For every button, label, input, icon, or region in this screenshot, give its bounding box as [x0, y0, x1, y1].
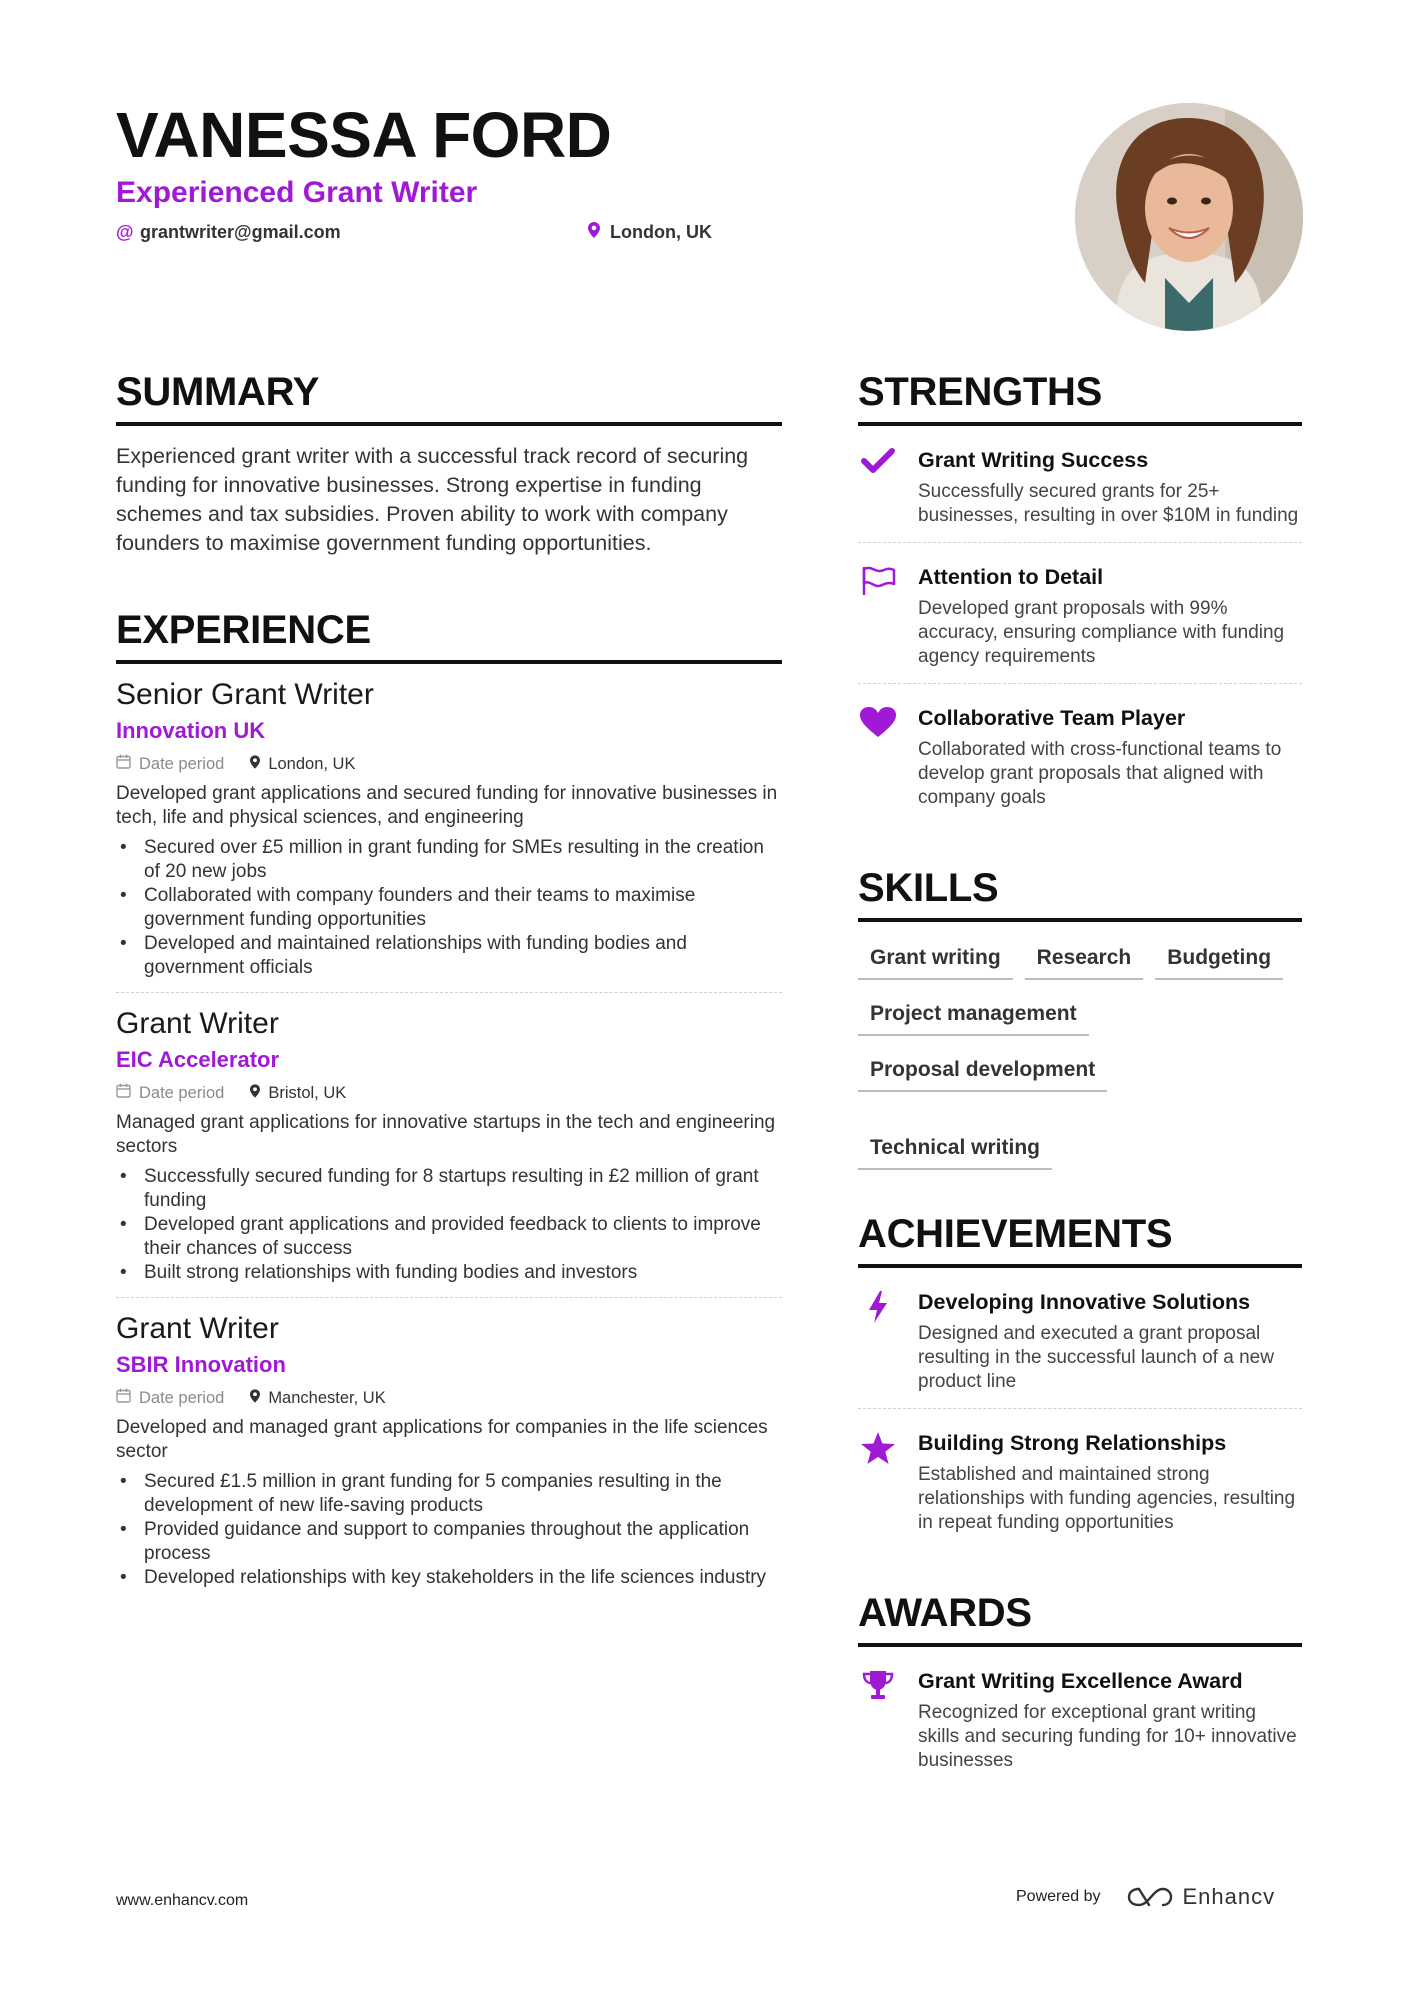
left-column — [116, 368, 782, 1590]
strength-title: Collaborative Team Player — [918, 706, 1186, 730]
awards-heading: AWARDS — [858, 1589, 1302, 1647]
at-icon: @ — [116, 222, 134, 242]
job-location: Manchester, UK — [250, 1389, 385, 1408]
summary-text: Experienced grant writer with a successful track record of securing funding for innovative businesses. Strong expertise in funding schemes and tax subsidies. Proven ability to work with company founders to maximise government funding opportunities. — [116, 444, 749, 555]
lightning-icon — [858, 1288, 898, 1394]
profile-photo — [1075, 103, 1303, 331]
job-company: EIC Accelerator — [116, 1047, 280, 1072]
achievements-section — [858, 1210, 1302, 1549]
summary-heading: SUMMARY — [116, 368, 782, 426]
award-item — [858, 1647, 1302, 1787]
location-text: London, UK — [610, 222, 712, 242]
skill-tag: Budgeting — [1155, 946, 1283, 980]
enhancv-logo-icon — [1127, 1885, 1173, 1909]
award-title: Grant Writing Excellence Award — [918, 1669, 1243, 1693]
flag-icon — [858, 563, 898, 669]
job-bullets — [116, 1165, 782, 1285]
bullet-item: • Developed grant applications and provided feedback to clients to improve their chances of success — [116, 1213, 782, 1261]
job-date: Date period — [116, 1083, 224, 1103]
skills-heading: SKILLS — [858, 864, 1302, 922]
job-role: Grant Writer — [116, 1007, 279, 1040]
experience-section — [116, 606, 782, 1590]
skills-section — [858, 864, 1302, 1170]
contact-location — [586, 222, 712, 243]
bullet-item: • Provided guidance and support to companies throughout the application process — [116, 1518, 782, 1566]
contact-row — [116, 222, 1016, 243]
job-meta — [116, 754, 782, 774]
footer-website[interactable]: www.enhancv.com — [116, 1892, 249, 1909]
achievement-item — [858, 1268, 1302, 1408]
skills-list — [858, 946, 1302, 1170]
right-column — [858, 368, 1302, 1827]
job-description: Developed grant applications and secured funding for innovative businesses in tech, life and physical sciences, and engineering — [116, 783, 778, 828]
achievement-desc: Established and maintained strong relationships with funding agencies, resulting in repeat funding opportunities — [918, 1464, 1296, 1533]
bullet-item: • Developed and maintained relationships with funding bodies and government officials — [116, 932, 782, 980]
job-role: Senior Grant Writer — [116, 678, 374, 711]
achievement-title: Developing Innovative Solutions — [918, 1290, 1251, 1314]
achievement-title: Building Strong Relationships — [918, 1431, 1227, 1455]
awards-section — [858, 1589, 1302, 1787]
strengths-heading: STRENGTHS — [858, 368, 1302, 426]
star-icon — [858, 1429, 898, 1535]
candidate-title: Experienced Grant Writer — [116, 176, 478, 209]
location-pin-icon — [250, 1389, 260, 1408]
job-entry — [116, 1297, 782, 1590]
job-meta — [116, 1388, 782, 1408]
brand-name: Enhancv — [1182, 1884, 1276, 1909]
award-desc: Recognized for exceptional grant writing skills and securing funding for 10+ innovative businesses — [918, 1702, 1297, 1771]
strength-item — [858, 542, 1302, 683]
job-date: Date period — [116, 754, 224, 774]
location-pin-icon — [250, 1084, 260, 1103]
heart-icon — [858, 704, 898, 810]
trophy-icon — [858, 1667, 898, 1773]
strength-title: Grant Writing Success — [918, 448, 1149, 472]
powered-by-label: Powered by — [1016, 1888, 1101, 1905]
skill-tag: Project management — [858, 1002, 1089, 1036]
job-company: SBIR Innovation — [116, 1352, 286, 1377]
strength-desc: Collaborated with cross-functional teams to develop grant proposals that aligned with company goals — [918, 739, 1282, 808]
job-entry — [116, 992, 782, 1285]
location-pin-icon — [586, 222, 602, 243]
contact-email[interactable] — [116, 222, 586, 243]
job-bullets — [116, 1470, 782, 1590]
strength-desc: Developed grant proposals with 99% accuracy, ensuring compliance with funding agency requirements — [918, 598, 1285, 667]
resume-header — [116, 98, 1016, 243]
job-entry — [116, 664, 782, 980]
enhancv-logo[interactable] — [1127, 1884, 1276, 1910]
bullet-item: • Secured over £5 million in grant funding for SMEs resulting in the creation of 20 new jobs — [116, 836, 782, 884]
job-location: Bristol, UK — [250, 1084, 346, 1103]
calendar-icon — [116, 1388, 131, 1408]
strength-title: Attention to Detail — [918, 565, 1104, 589]
calendar-icon — [116, 754, 131, 774]
bullet-item: • Collaborated with company founders and their teams to maximise government funding opportunities — [116, 884, 782, 932]
skill-tag: Research — [1025, 946, 1144, 980]
strengths-section — [858, 368, 1302, 824]
job-description: Developed and managed grant applications for companies in the life sciences sector — [116, 1417, 768, 1462]
candidate-name: VANESSA FORD — [116, 99, 612, 171]
job-location: London, UK — [250, 755, 355, 774]
job-description: Managed grant applications for innovative startups in the tech and engineering sectors — [116, 1112, 776, 1157]
bullet-item: • Developed relationships with key stakeholders in the life sciences industry — [116, 1566, 782, 1590]
bullet-item: • Secured £1.5 million in grant funding for 5 companies resulting in the development of new life-saving products — [116, 1470, 782, 1518]
skill-tag: Proposal development — [858, 1058, 1107, 1092]
footer-branding — [1016, 1884, 1275, 1910]
skill-tag: Grant writing — [858, 946, 1013, 980]
job-date: Date period — [116, 1388, 224, 1408]
bullet-item: • Successfully secured funding for 8 startups resulting in £2 million of grant funding — [116, 1165, 782, 1213]
email-text: grantwriter@gmail.com — [140, 222, 341, 242]
strength-desc: Successfully secured grants for 25+ businesses, resulting in over $10M in funding — [918, 481, 1299, 526]
achievement-desc: Designed and executed a grant proposal resulting in the successful launch of a new product line — [918, 1323, 1274, 1392]
location-pin-icon — [250, 755, 260, 774]
experience-heading: EXPERIENCE — [116, 606, 782, 664]
job-role: Grant Writer — [116, 1312, 279, 1345]
achievements-heading: ACHIEVEMENTS — [858, 1210, 1302, 1268]
job-bullets — [116, 836, 782, 980]
strength-item — [858, 426, 1302, 542]
calendar-icon — [116, 1083, 131, 1103]
summary-section — [116, 368, 782, 558]
strength-item — [858, 683, 1302, 824]
bullet-item: • Built strong relationships with funding bodies and investors — [116, 1261, 782, 1285]
achievement-item — [858, 1408, 1302, 1549]
check-icon — [858, 446, 898, 528]
skill-tag: Technical writing — [858, 1136, 1052, 1170]
job-company: Innovation UK — [116, 718, 266, 743]
job-meta — [116, 1083, 782, 1103]
